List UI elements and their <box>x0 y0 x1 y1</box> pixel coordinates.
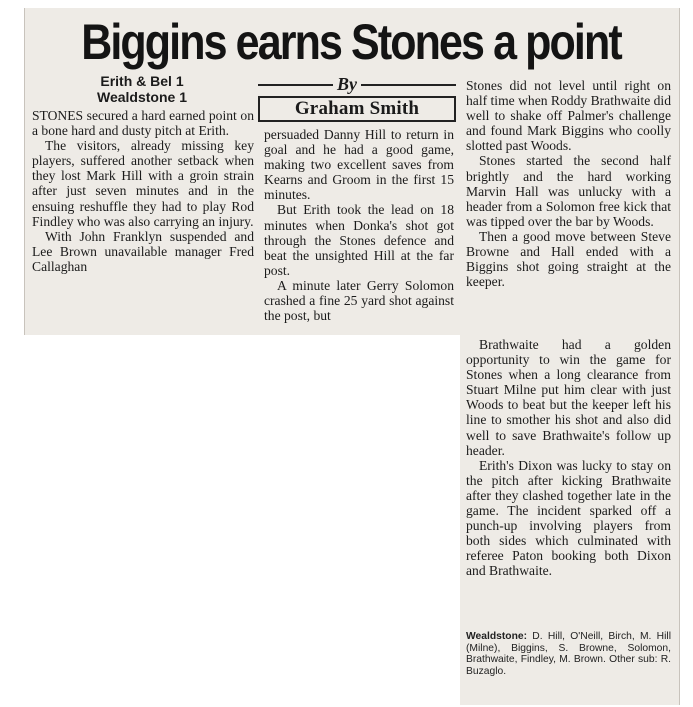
headline: Biggins earns Stones a point <box>81 14 621 70</box>
paragraph: Stones started the second half brightly and the hard working Marvin Hall was unlucky with a header from a Solomon free kick that was tipped over the bar by Woods. <box>466 153 671 229</box>
score-home: Erith & Bel 1 <box>100 73 184 89</box>
paragraph: A minute later Gerry Solomon crashed a fine 25 yard shot against the post, but <box>264 277 454 324</box>
lineup-label: Wealdstone: <box>466 631 528 642</box>
article-column-3-bottom <box>466 337 671 579</box>
paragraph: persuaded Danny Hill to return in goal and he had a good game, making two excellent saves from Kearns and Groom in the first 15 minutes. <box>264 127 454 203</box>
paragraph: Brathwaite had a golden opportunity to win the game for Stones when a long clearance from Stuart Milne put him clear with just Woods to beat but the keeper left his line to smother his shot and also did well to save Brathwaite's follow up header. <box>466 337 671 458</box>
article-column-2 <box>264 127 454 323</box>
paragraph: The visitors, already missing key players, suffered another setback when they lost Mark Hill with a groin strain after just seven minutes and in the ensuing reshuffle they had to play Rod Findley who was also carrying an injury. <box>32 138 254 229</box>
paragraph: But Erith took the lead on 18 minutes when Donka's shot got through the Stones defence and beat the unsighted Hill at the far post. <box>264 202 454 278</box>
team-lineup <box>466 631 671 677</box>
score-box <box>32 73 252 105</box>
article-column-3-top <box>466 78 671 289</box>
paragraph: Erith's Dixon was lucky to stay on the pitch after kicking Brathwaite after they clashed together late in the game. The incident sparked off a punch-up involving players from both sides which culminated with referee Paton booking both Dixon and Brathwaite. <box>466 457 671 579</box>
score-away: Wealdstone 1 <box>97 89 187 105</box>
byline-author: Graham Smith <box>258 96 456 122</box>
lineup-players: D. Hill, O'Neill, Birch, M. Hill (Milne), Biggins, S. Browne, Solomon, Brathwaite, Findley, M. Brown. Other sub: R. Buzaglo. <box>466 631 671 677</box>
byline-by: By <box>333 75 361 93</box>
paragraph: With John Franklyn suspended and Lee Brown unavailable manager Fred Callaghan <box>32 228 254 274</box>
paragraph: STONES secured a hard earned point on a bone hard and dusty pitch at Erith. <box>32 108 254 139</box>
paragraph: Then a good move between Steve Browne and Hall ended with a Biggins shot going straight at the keeper. <box>466 228 671 290</box>
blank-cutout <box>24 335 460 707</box>
article-column-1 <box>32 108 254 274</box>
byline <box>258 76 456 120</box>
paragraph: Stones did not level until right on half time when Roddy Brathwaite did well to shake off Palmer's challenge and found Mark Biggins who coolly slotted past Woods. <box>466 78 671 154</box>
